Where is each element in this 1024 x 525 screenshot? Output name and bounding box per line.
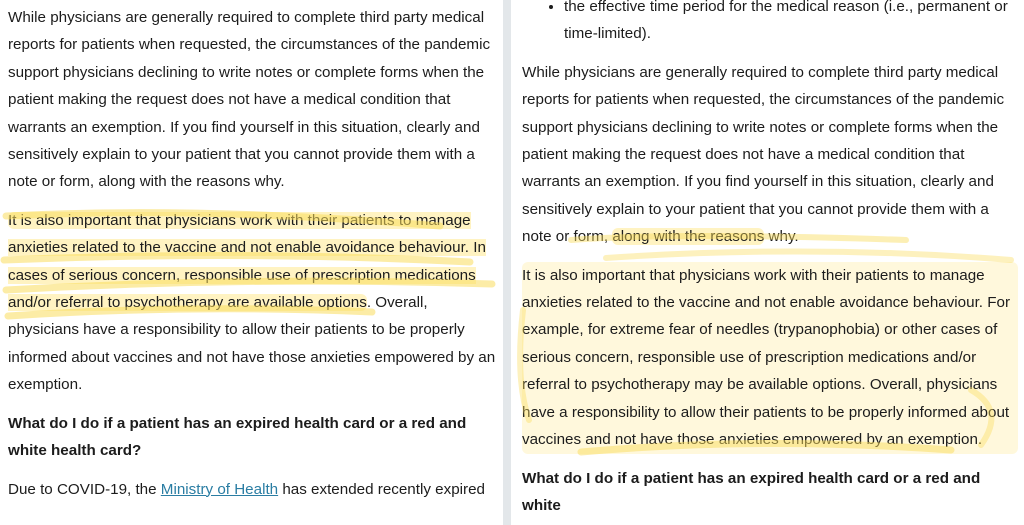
left-paragraph-covid bbox=[8, 476, 500, 503]
right-bullet-time-period: • the effective time period for the medical reason (i.e., permanent or time-limited). bbox=[564, 0, 1018, 48]
left-document-panel bbox=[0, 0, 503, 525]
ministry-of-health-link[interactable]: Ministry of Health bbox=[160, 480, 279, 498]
left-paragraph-covid-start: Due to COVID-19, the bbox=[8, 480, 161, 498]
right-paragraph-exemption-start: While physicians are generally required to complete third party medical reports for patients when requested, the circumstances of the pandemic support physicians declining to write notes or complete forms when the patient making the request does not have a medical condition that warrants an exemption. If you find yourself in this situation, clearly and sensitively explain to your patient that you cannot provide them with a note or form, bbox=[522, 63, 1005, 246]
left-paragraph-exemption-notes: While physicians are generally required to complete third party medical reports for patients when requested, the circumstances of the pandemic support physicians declining to write notes or complete forms when the patient making the request does not have a medical condition that warrants an exemption. If you find yourself in this situation, clearly and sensitively explain to your patient that you cannot provide them with a note or form, along with the reasons why. bbox=[8, 9, 491, 191]
right-paragraph-exemption-end: why. bbox=[764, 228, 799, 246]
right-document-content bbox=[522, 0, 1018, 519]
right-paragraph-exemption-notes bbox=[522, 59, 1018, 251]
right-paragraph-anxieties: It is also important that physicians work with their patients to manage anxieties related to the vaccine and not enable avoidance behaviour. For example, for extreme fear of needles (trypanophobia) or other cases of serious concern, responsible use of prescription medications and/or referral to psychotherapy may be available options. Overall, physicians have a responsibility to allow their patients to be properly informed about vaccines and not have those anxieties empowered by an exemption. bbox=[522, 262, 1018, 454]
left-paragraph-anxieties-rest: . Overall, physicians have a responsibility to allow their patients to be properly informed about vaccines and not have those anxieties empowered by an exemption. bbox=[8, 294, 496, 394]
right-highlighted-reasons: along with the reasons bbox=[612, 228, 765, 246]
panel-divider bbox=[503, 0, 511, 525]
right-heading-expired-card: What do I do if a patient has an expired health card or a red and white bbox=[522, 469, 981, 514]
left-paragraph-covid-end: has extended recently expired bbox=[278, 480, 485, 498]
left-paragraph-anxieties bbox=[8, 207, 500, 399]
left-document-content bbox=[8, 4, 500, 514]
left-heading-expired-card: What do I do if a patient has an expired health card or a red and white health card? bbox=[8, 414, 467, 460]
right-bullet-list bbox=[522, 0, 1018, 48]
right-document-panel bbox=[511, 0, 1024, 525]
left-highlighted-passage: It is also important that physicians work with their patients to manage anxieties related to the vaccine and not enable avoidance behaviour. In cases of serious concern, responsible use of prescription medications and/or referral to psychotherapy are available options bbox=[8, 211, 486, 312]
